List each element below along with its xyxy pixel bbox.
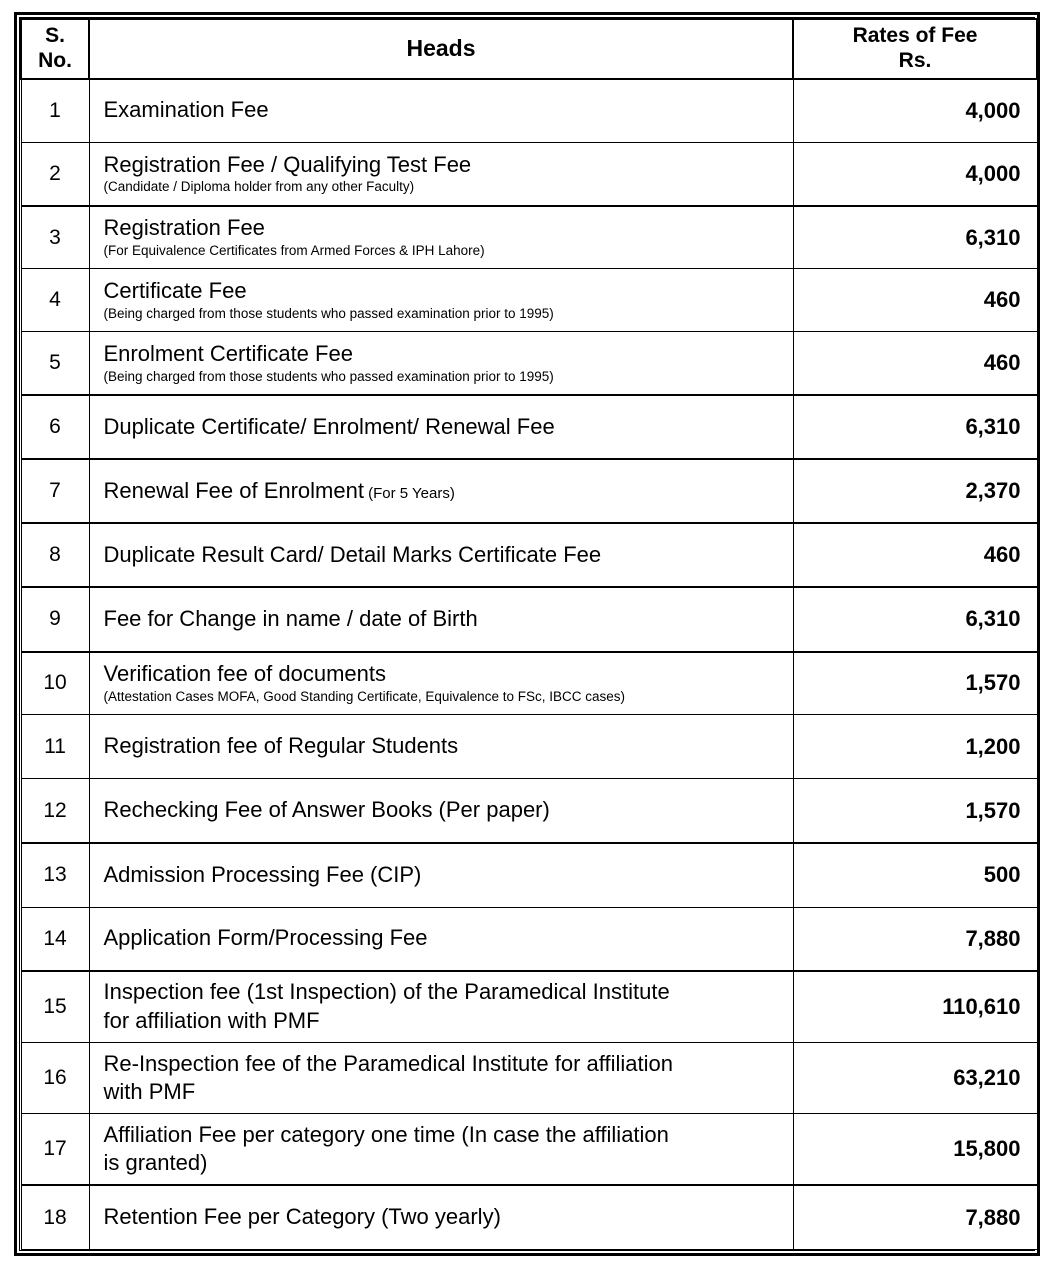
cell-rate-of-fee: 63,210 bbox=[793, 1043, 1037, 1114]
cell-rate-of-fee: 1,570 bbox=[793, 779, 1037, 843]
cell-head-description bbox=[89, 332, 793, 395]
head-title: Admission Processing Fee (CIP) bbox=[103, 861, 422, 887]
cell-head-description bbox=[89, 843, 793, 907]
cell-serial-number: 18 bbox=[21, 1185, 89, 1249]
table-row bbox=[21, 907, 1037, 971]
cell-head-description bbox=[89, 523, 793, 587]
cell-serial-number: 14 bbox=[21, 907, 89, 971]
table-row bbox=[21, 79, 1037, 143]
cell-serial-number: 10 bbox=[21, 652, 89, 715]
cell-serial-number: 17 bbox=[21, 1114, 89, 1185]
cell-head-description bbox=[89, 395, 793, 459]
table-row bbox=[21, 395, 1037, 459]
table-header-row bbox=[21, 19, 1037, 79]
head-subtitle-note: (For Equivalence Certificates from Armed Forces & IPH Lahore) bbox=[103, 243, 485, 259]
head-title: Registration Fee bbox=[103, 215, 265, 241]
head-title: Registration fee of Regular Students bbox=[103, 733, 459, 759]
fee-schedule-table-container bbox=[14, 12, 1040, 1256]
head-title: Duplicate Certificate/ Enrolment/ Renewal Fee bbox=[103, 413, 555, 439]
head-title: Renewal Fee of Enrolment (For 5 Years) bbox=[103, 477, 455, 503]
table-row bbox=[21, 587, 1037, 651]
head-title: Retention Fee per Category (Two yearly) bbox=[103, 1204, 501, 1230]
head-title-line2: for affiliation with PMF bbox=[103, 1008, 320, 1034]
cell-head-description bbox=[89, 587, 793, 651]
table-row bbox=[21, 652, 1037, 715]
table-row bbox=[21, 715, 1037, 779]
cell-rate-of-fee: 6,310 bbox=[793, 587, 1037, 651]
table-header bbox=[21, 19, 1037, 79]
cell-head-description bbox=[89, 652, 793, 715]
cell-serial-number: 16 bbox=[21, 1043, 89, 1114]
table-body bbox=[21, 79, 1037, 1250]
head-title: Re-Inspection fee of the Paramedical Institute for affiliation bbox=[103, 1050, 673, 1076]
cell-rate-of-fee: 6,310 bbox=[793, 395, 1037, 459]
head-title: Examination Fee bbox=[103, 97, 269, 123]
cell-rate-of-fee: 1,570 bbox=[793, 652, 1037, 715]
cell-head-description bbox=[89, 1114, 793, 1185]
head-title: Application Form/Processing Fee bbox=[103, 925, 428, 951]
cell-head-description bbox=[89, 143, 793, 206]
cell-head-description bbox=[89, 1043, 793, 1114]
cell-serial-number: 13 bbox=[21, 843, 89, 907]
fee-schedule-table-inner-border bbox=[19, 17, 1035, 1251]
cell-serial-number: 1 bbox=[21, 79, 89, 143]
cell-head-description bbox=[89, 79, 793, 143]
column-header-serial-line2: No. bbox=[38, 48, 72, 72]
cell-rate-of-fee: 7,880 bbox=[793, 907, 1037, 971]
cell-rate-of-fee: 7,880 bbox=[793, 1185, 1037, 1249]
head-title-line2: is granted) bbox=[103, 1150, 208, 1176]
table-row bbox=[21, 332, 1037, 395]
table-row bbox=[21, 143, 1037, 206]
cell-serial-number: 7 bbox=[21, 459, 89, 523]
cell-rate-of-fee: 1,200 bbox=[793, 715, 1037, 779]
cell-head-description bbox=[89, 971, 793, 1042]
table-row bbox=[21, 459, 1037, 523]
table-row bbox=[21, 206, 1037, 269]
cell-serial-number: 11 bbox=[21, 715, 89, 779]
cell-head-description bbox=[89, 779, 793, 843]
head-title: Verification fee of documents bbox=[103, 660, 386, 686]
table-row bbox=[21, 1185, 1037, 1249]
head-title: Inspection fee (1st Inspection) of the Paramedical Institute bbox=[103, 979, 670, 1005]
head-title: Duplicate Result Card/ Detail Marks Certificate Fee bbox=[103, 541, 602, 567]
table-row bbox=[21, 971, 1037, 1042]
head-title: Rechecking Fee of Answer Books (Per paper) bbox=[103, 797, 550, 823]
cell-rate-of-fee: 110,610 bbox=[793, 971, 1037, 1042]
cell-serial-number: 8 bbox=[21, 523, 89, 587]
cell-rate-of-fee: 4,000 bbox=[793, 79, 1037, 143]
cell-rate-of-fee: 2,370 bbox=[793, 459, 1037, 523]
cell-rate-of-fee: 460 bbox=[793, 523, 1037, 587]
cell-serial-number: 6 bbox=[21, 395, 89, 459]
column-header-heads: Heads bbox=[89, 19, 793, 79]
column-header-rates-line2: Rs. bbox=[898, 48, 932, 72]
cell-serial-number: 12 bbox=[21, 779, 89, 843]
table-row bbox=[21, 269, 1037, 332]
head-title: Certificate Fee bbox=[103, 278, 247, 304]
head-subtitle-note: (Candidate / Diploma holder from any other Faculty) bbox=[103, 179, 415, 195]
head-title: Registration Fee / Qualifying Test Fee bbox=[103, 151, 472, 177]
column-header-serial-number bbox=[21, 19, 89, 79]
cell-head-description bbox=[89, 206, 793, 269]
column-header-serial-line1: S. bbox=[45, 24, 65, 47]
cell-rate-of-fee: 6,310 bbox=[793, 206, 1037, 269]
head-title: Affiliation Fee per category one time (In case the affiliation bbox=[103, 1121, 669, 1147]
cell-head-description bbox=[89, 715, 793, 779]
fee-schedule-table bbox=[20, 18, 1038, 1250]
cell-head-description bbox=[89, 907, 793, 971]
head-subtitle-note: (Attestation Cases MOFA, Good Standing Certificate, Equivalence to FSc, IBCC cases) bbox=[103, 688, 625, 704]
cell-head-description bbox=[89, 269, 793, 332]
cell-serial-number: 15 bbox=[21, 971, 89, 1042]
cell-head-description bbox=[89, 1185, 793, 1249]
head-inline-note: (For 5 Years) bbox=[363, 484, 455, 502]
cell-serial-number: 2 bbox=[21, 143, 89, 206]
cell-rate-of-fee: 500 bbox=[793, 843, 1037, 907]
table-row bbox=[21, 1043, 1037, 1114]
head-title: Fee for Change in name / date of Birth bbox=[103, 606, 478, 632]
table-row bbox=[21, 523, 1037, 587]
cell-rate-of-fee: 460 bbox=[793, 269, 1037, 332]
table-row bbox=[21, 843, 1037, 907]
cell-rate-of-fee: 15,800 bbox=[793, 1114, 1037, 1185]
head-title-line2: with PMF bbox=[103, 1079, 196, 1105]
column-header-rates-of-fee bbox=[793, 19, 1037, 79]
cell-serial-number: 9 bbox=[21, 587, 89, 651]
head-title: Enrolment Certificate Fee bbox=[103, 340, 353, 366]
cell-rate-of-fee: 460 bbox=[793, 332, 1037, 395]
cell-head-description bbox=[89, 459, 793, 523]
table-row bbox=[21, 1114, 1037, 1185]
cell-serial-number: 5 bbox=[21, 332, 89, 395]
cell-serial-number: 4 bbox=[21, 269, 89, 332]
table-row bbox=[21, 779, 1037, 843]
cell-serial-number: 3 bbox=[21, 206, 89, 269]
head-subtitle-note: (Being charged from those students who passed examination prior to 1995) bbox=[103, 305, 554, 321]
column-header-rates-line1: Rates of Fee bbox=[852, 24, 978, 47]
head-subtitle-note: (Being charged from those students who passed examination prior to 1995) bbox=[103, 368, 554, 384]
cell-rate-of-fee: 4,000 bbox=[793, 143, 1037, 206]
